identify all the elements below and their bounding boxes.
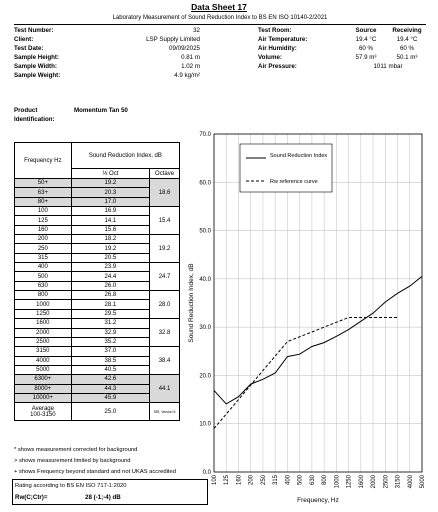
average-label xyxy=(15,403,72,421)
third-octave-value: 16.9 xyxy=(71,207,149,216)
frequency-cell: 800 xyxy=(15,291,72,300)
y-tick-label: 20.0 xyxy=(199,373,211,380)
info-row xyxy=(258,63,428,72)
rating-box xyxy=(12,479,208,505)
y-tick-label: 60.0 xyxy=(199,180,211,187)
x-tick-label: 500 xyxy=(297,475,304,486)
third-octave-value: 14.1 xyxy=(71,216,149,225)
x-tick-label: 1250 xyxy=(346,475,353,489)
volume-receiving: 50.1 m³ xyxy=(396,54,418,61)
page-subtitle: Laboratory Measurement of Sound Reduction Index to BS EN ISO 10140-2/2021 xyxy=(14,15,426,25)
page-title: Data Sheet 17 xyxy=(191,2,247,12)
sri-header: Sound Reduction Index, dB xyxy=(71,143,179,169)
frequency-cell: 10000+ xyxy=(15,393,72,402)
third-octave-value: 18.2 xyxy=(71,235,149,244)
frequency-cell: 80+ xyxy=(15,197,72,206)
x-tick-label: 4000 xyxy=(407,475,414,489)
third-octave-value: 19.2 xyxy=(71,179,149,188)
third-octave-value: 17.0 xyxy=(71,197,149,206)
third-octave-value: 26.0 xyxy=(71,281,149,290)
sample-width-label: Sample Width: xyxy=(14,63,57,70)
octave-value: 38.4 xyxy=(150,347,180,375)
y-tick-label: 30.0 xyxy=(199,325,211,332)
table-row xyxy=(15,291,180,300)
third-octave-value: 31.2 xyxy=(71,319,149,328)
octave-header: Octave xyxy=(150,169,180,179)
x-tick-label: 3150 xyxy=(395,475,402,489)
third-octave-value: 38.5 xyxy=(71,356,149,365)
third-octave-value: 20.3 xyxy=(71,188,149,197)
octave-value: 24.7 xyxy=(150,263,180,291)
source-header: Source xyxy=(355,27,377,34)
third-octave-header: ⅓ Oct xyxy=(71,169,149,179)
octave-value: 18.6 xyxy=(150,179,180,207)
receiving-header: Receiving xyxy=(392,27,422,34)
sample-width-value: 1.02 m xyxy=(181,63,200,70)
average-label-line2: 100-3150 xyxy=(30,411,56,418)
frequency-cell: 8000+ xyxy=(15,384,72,393)
third-octave-value: 19.2 xyxy=(71,244,149,253)
octave-value: 32.8 xyxy=(150,319,180,347)
info-row xyxy=(14,72,214,81)
air-temperature-source: 19.4 °C xyxy=(355,36,377,43)
frequency-cell: 63+ xyxy=(15,188,72,197)
x-tick-label: 160 xyxy=(236,475,243,486)
rating-symbol: Rw(C;Ctr)= xyxy=(15,494,48,501)
frequency-cell: 160 xyxy=(15,225,72,234)
x-tick-label: 200 xyxy=(248,475,255,486)
frequency-cell: 2000 xyxy=(15,328,72,337)
frequency-cell: 1000 xyxy=(15,300,72,309)
info-row xyxy=(14,27,214,36)
info-row xyxy=(258,27,428,36)
chart-series xyxy=(214,276,422,428)
air-humidity-label: Air Humidity: xyxy=(258,45,297,52)
y-axis-label: Sound Reduction Index, dB xyxy=(188,263,195,343)
frequency-header: Frequency Hz xyxy=(15,143,72,179)
sample-weight-value: 4.9 kg/m² xyxy=(174,72,200,79)
x-tick-label: 2500 xyxy=(383,475,390,489)
info-row xyxy=(14,54,214,63)
table-row xyxy=(15,263,180,272)
frequency-cell: 1250 xyxy=(15,309,72,318)
client-label: Client: xyxy=(14,36,34,43)
third-octave-value: 44.3 xyxy=(71,384,149,393)
test-number-label: Test Number: xyxy=(14,27,54,34)
octave-value: 19.2 xyxy=(150,235,180,263)
third-octave-value: 42.6 xyxy=(71,375,149,384)
info-row xyxy=(14,63,214,72)
test-number-value: 32 xyxy=(193,27,200,34)
test-date-label: Test Date: xyxy=(14,45,44,52)
third-octave-value: 15.6 xyxy=(71,225,149,234)
frequency-cell: 2500 xyxy=(15,337,72,346)
version-note: SRI, Version 5 xyxy=(150,403,180,421)
octave-value: 15.4 xyxy=(150,207,180,235)
table-row xyxy=(15,375,180,384)
x-tick-label: 5000 xyxy=(420,475,426,489)
info-row xyxy=(258,54,428,63)
octave-value: 44.1 xyxy=(150,375,180,403)
frequency-cell: 315 xyxy=(15,253,72,262)
third-octave-value: 37.0 xyxy=(71,347,149,356)
info-row xyxy=(258,36,428,45)
y-tick-label: 40.0 xyxy=(199,276,211,283)
x-tick-label: 2000 xyxy=(371,475,378,489)
air-pressure-value: 1011 mbar xyxy=(373,63,403,70)
frequency-cell: 3150 xyxy=(15,347,72,356)
frequency-cell: 500 xyxy=(15,272,72,281)
average-label-line1: Average xyxy=(31,405,54,412)
third-octave-value: 40.5 xyxy=(71,365,149,374)
sample-weight-label: Sample Weight: xyxy=(14,72,61,79)
frequency-cell: 1600 xyxy=(15,319,72,328)
third-octave-value: 29.5 xyxy=(71,309,149,318)
y-tick-label: 0.0 xyxy=(202,470,211,476)
x-tick-label: 800 xyxy=(322,475,329,486)
third-octave-value: 24.4 xyxy=(71,272,149,281)
frequency-cell: 100 xyxy=(15,207,72,216)
frequency-cell: 200 xyxy=(15,235,72,244)
x-axis-label: Frequency, Hz xyxy=(297,497,339,504)
frequency-cell: 400 xyxy=(15,263,72,272)
frequency-cell: 630 xyxy=(15,281,72,290)
info-row xyxy=(14,45,214,54)
table-row xyxy=(15,319,180,328)
y-tick-label: 70.0 xyxy=(199,132,211,138)
x-tick-labels xyxy=(212,474,426,488)
reference-curve-line xyxy=(214,318,398,429)
x-tick-label: 100 xyxy=(212,475,218,486)
sri-table xyxy=(14,142,180,421)
rating-value: 28 (-1;-4) dB xyxy=(85,494,121,501)
frequency-cell: 5000 xyxy=(15,365,72,374)
sample-height-label: Sample Height: xyxy=(14,54,60,61)
y-tick-label: 10.0 xyxy=(199,421,211,428)
third-octave-value: 20.5 xyxy=(71,253,149,262)
x-tick-label: 1000 xyxy=(334,475,341,489)
volume-source: 57.9 m³ xyxy=(355,54,377,61)
average-value: 25.0 xyxy=(71,403,149,421)
x-tick-label: 125 xyxy=(224,475,231,486)
client-value: LSP Supply Limited xyxy=(146,36,200,43)
sri-chart xyxy=(184,126,434,510)
third-octave-value: 45.9 xyxy=(71,393,149,402)
frequency-cell: 4000 xyxy=(15,356,72,365)
air-temperature-label: Air Temperature: xyxy=(258,36,308,43)
x-tick-label: 630 xyxy=(309,475,316,486)
test-room-label: Test Room: xyxy=(258,27,292,34)
air-humidity-source: 60 % xyxy=(358,45,374,52)
frequency-cell: 50+ xyxy=(15,179,72,188)
frequency-cell: 250 xyxy=(15,244,72,253)
sample-height-value: 0.81 m xyxy=(181,54,200,61)
frequency-cell: 6300+ xyxy=(15,375,72,384)
y-tick-label: 50.0 xyxy=(199,228,211,235)
table-row xyxy=(15,179,180,188)
x-tick-label: 250 xyxy=(260,475,267,486)
air-humidity-receiving: 60 % xyxy=(399,45,415,52)
sri-line xyxy=(214,276,422,404)
x-tick-label: 315 xyxy=(273,475,280,486)
info-row xyxy=(14,36,214,45)
product-value: Momentum Tan 50 xyxy=(74,107,128,114)
legend-label-reference: Rw reference curve xyxy=(270,179,318,185)
y-tick-labels xyxy=(199,132,211,476)
third-octave-value: 35.2 xyxy=(71,337,149,346)
frequency-cell: 125 xyxy=(15,216,72,225)
product-label-line2: Identification: xyxy=(14,116,55,123)
test-info-left xyxy=(14,27,214,81)
legend-label-sri: Sound Reduction Index xyxy=(270,153,328,159)
test-info-right xyxy=(258,27,428,72)
volume-label: Volume: xyxy=(258,54,282,61)
note-corrected: * shows measurement corrected for background xyxy=(14,447,138,453)
chart-legend xyxy=(240,144,332,192)
product-label-line1: Product xyxy=(14,107,38,114)
table-row xyxy=(15,207,180,216)
table-row xyxy=(15,235,180,244)
third-octave-value: 26.8 xyxy=(71,291,149,300)
third-octave-value: 23.9 xyxy=(71,263,149,272)
note-limited: > shows measurement limited by background xyxy=(14,458,131,464)
third-octave-value: 32.9 xyxy=(71,328,149,337)
x-tick-label: 1600 xyxy=(358,475,365,489)
x-tick-label: 400 xyxy=(285,475,292,486)
rating-line: Rating according to BS EN ISO 717-1:2020 xyxy=(15,483,127,489)
table-row xyxy=(15,347,180,356)
air-pressure-label: Air Pressure: xyxy=(258,63,297,70)
octave-value: 28.0 xyxy=(150,291,180,319)
test-date-value: 09/09/2025 xyxy=(169,45,200,52)
third-octave-value: 28.1 xyxy=(71,300,149,309)
air-temperature-receiving: 19.4 °C xyxy=(396,36,418,43)
note-not-accredited: + shows Frequency beyond standard and not UKAS accredited xyxy=(14,469,176,475)
info-row xyxy=(258,45,428,54)
